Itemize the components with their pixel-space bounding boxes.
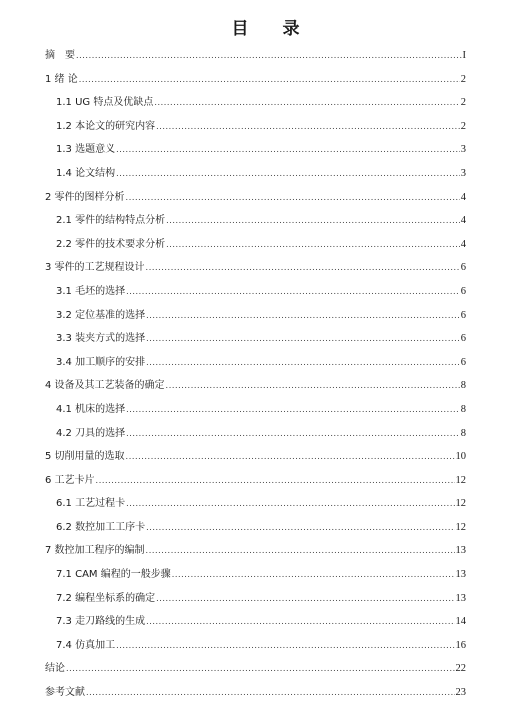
toc-entry-label: 参考文献: [45, 687, 85, 699]
toc-entry-page-number: 8: [460, 403, 466, 415]
toc-entry-page-number: 13: [455, 545, 466, 557]
toc-entry-page-number: 13: [455, 569, 466, 581]
toc-entry-page-number: 12: [455, 521, 466, 533]
toc-entry: [45, 563, 466, 587]
toc-entry-page-number: 10: [455, 451, 466, 463]
toc-entry-label: 7.4 仿真加工: [56, 639, 116, 651]
toc-entry-page-number: 8: [460, 380, 466, 392]
toc-entry: [45, 186, 466, 210]
dot-leader: [116, 138, 460, 162]
dot-leader: [146, 351, 460, 375]
toc-entry-label: 2.2 零件的技术要求分析: [56, 238, 166, 250]
toc-entry-page-number: 6: [460, 333, 466, 345]
dot-leader: [116, 634, 454, 658]
toc-entry-label: 6 工艺卡片: [45, 474, 95, 486]
toc-entry-page-number: 6: [460, 356, 466, 368]
toc-entry: [45, 280, 466, 304]
toc-entry-label: 3 零件的工艺规程设计: [45, 262, 145, 274]
toc-entry-page-number: 4: [460, 191, 466, 203]
toc-entry-label: 1.2 本论文的研究内容: [56, 120, 156, 132]
dot-leader: [146, 304, 460, 328]
toc-entry-page-number: 6: [460, 285, 466, 297]
toc-entry: [45, 657, 466, 681]
toc-entry: [45, 91, 466, 115]
toc-entry: [45, 304, 466, 328]
toc-entry-label: 2.1 零件的结构特点分析: [56, 215, 166, 227]
toc-entry: [45, 327, 466, 351]
toc-entry: [45, 445, 466, 469]
toc-entry: [45, 587, 466, 611]
toc-entry: [45, 162, 466, 186]
toc-entry-label: 6.1 工艺过程卡: [56, 498, 126, 510]
dot-leader: [146, 610, 454, 634]
toc-entry: [45, 610, 466, 634]
dot-leader: [116, 162, 460, 186]
toc-entry-label: 3.1 毛坯的选择: [56, 285, 126, 297]
dot-leader: [126, 445, 455, 469]
toc-entry: [45, 68, 466, 92]
toc-entry: [45, 351, 466, 375]
toc-entry: [45, 374, 466, 398]
toc-entry-label: 1.1 UG 特点及优缺点: [56, 97, 154, 109]
dot-leader: [146, 539, 455, 563]
toc-entry-label: 4.1 机床的选择: [56, 403, 126, 415]
toc-entry-page-number: 3: [460, 167, 466, 179]
toc-entry: [45, 422, 466, 446]
toc-entry: [45, 44, 466, 68]
toc-entry-label: 1 绪 论: [45, 73, 78, 85]
toc-entry-label: 摘 要: [45, 50, 75, 61]
dot-leader: [156, 587, 454, 611]
dot-leader: [66, 657, 455, 681]
toc-entry-label: 5 切削用量的选取: [45, 451, 125, 463]
toc-entry: [45, 209, 466, 233]
toc-entry-label: 7.1 CAM 编程的一般步骤: [56, 569, 171, 581]
toc-entry-page-number: 14: [455, 616, 466, 628]
toc-entry-label: 3.2 定位基准的选择: [56, 309, 146, 321]
dot-leader: [172, 563, 455, 587]
toc-entry-page-number: 22: [455, 663, 466, 675]
toc-list: [45, 44, 466, 705]
toc-entry-page-number: 23: [455, 687, 466, 699]
dot-leader: [156, 115, 460, 139]
toc-entry: [45, 539, 466, 563]
toc-entry-page-number: 8: [460, 427, 466, 439]
toc-entry-page-number: 13: [455, 592, 466, 604]
toc-entry: [45, 681, 466, 705]
dot-leader: [96, 469, 455, 493]
toc-entry-label: 3.4 加工顺序的安排: [56, 356, 146, 368]
toc-entry: [45, 634, 466, 658]
toc-entry-label: 3.3 装夹方式的选择: [56, 333, 146, 345]
dot-leader: [126, 492, 454, 516]
toc-entry-page-number: 2: [460, 97, 466, 109]
toc-entry: [45, 256, 466, 280]
toc-entry-label: 7 数控加工程序的编制: [45, 545, 145, 557]
toc-entry-label: 1.3 选题意义: [56, 144, 116, 156]
toc-entry: [45, 233, 466, 257]
dot-leader: [86, 681, 455, 705]
toc-entry-page-number: 4: [460, 238, 466, 250]
toc-entry-label: 结论: [45, 663, 65, 675]
toc-entry-label: 6.2 数控加工工序卡: [56, 521, 146, 533]
dot-leader: [126, 422, 460, 446]
toc-entry-page-number: 12: [455, 498, 466, 510]
toc-entry-page-number: 3: [460, 144, 466, 156]
toc-entry-page-number: 16: [455, 639, 466, 651]
toc-entry-page-number: 12: [455, 474, 466, 486]
toc-entry-page-number: I: [462, 50, 466, 61]
dot-leader: [126, 280, 460, 304]
toc-entry: [45, 398, 466, 422]
dot-leader: [154, 91, 459, 115]
dot-leader: [166, 374, 460, 398]
dot-leader: [166, 233, 460, 257]
dot-leader: [146, 516, 454, 540]
toc-entry: [45, 516, 466, 540]
toc-entry-page-number: 6: [460, 309, 466, 321]
dot-leader: [146, 327, 460, 351]
dot-leader: [79, 68, 460, 92]
toc-entry-page-number: 2: [460, 73, 466, 85]
dot-leader: [146, 256, 460, 280]
toc-entry-label: 2 零件的图样分析: [45, 191, 125, 203]
toc-entry-label: 4 设备及其工艺装备的确定: [45, 380, 165, 392]
toc-entry-label: 7.2 编程坐标系的确定: [56, 592, 156, 604]
toc-entry-page-number: 2: [460, 120, 466, 132]
dot-leader: [76, 44, 462, 68]
toc-title: 目 录: [231, 19, 314, 39]
toc-entry-label: 7.3 走刀路线的生成: [56, 616, 146, 628]
toc-entry: [45, 492, 466, 516]
toc-entry-page-number: 4: [460, 215, 466, 227]
toc-entry: [45, 138, 466, 162]
toc-entry-label: 4.2 刀具的选择: [56, 427, 126, 439]
toc-entry-page-number: 6: [460, 262, 466, 274]
dot-leader: [126, 186, 460, 210]
dot-leader: [166, 209, 460, 233]
toc-entry-label: 1.4 论文结构: [56, 167, 116, 179]
dot-leader: [126, 398, 460, 422]
toc-entry: [45, 469, 466, 493]
toc-entry: [45, 115, 466, 139]
